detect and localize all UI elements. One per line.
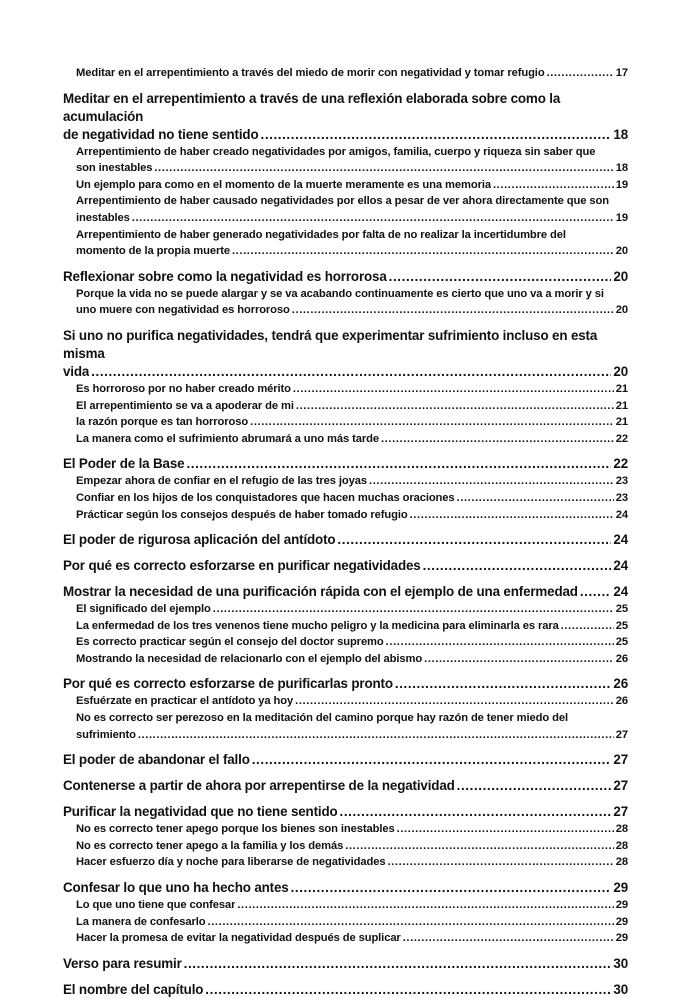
toc-heading-entry[interactable] [63, 777, 628, 795]
toc-entry-text: Confiar en los hijos de los conquistadores que hacen muchas oraciones [76, 491, 455, 504]
page-number: 24 [615, 508, 628, 521]
toc-entry-text-line: Si uno no purifica negatividades, tendrá que experimentar sufrimiento incluso en esta misma [63, 327, 598, 361]
page-number: 29 [615, 899, 628, 912]
toc-entry-row [76, 243, 628, 260]
toc-entry-text-line: Arrepentimiento de haber generado negatividades por falta de no realizar la incertidumbre del [76, 228, 566, 241]
toc-entry-text: momento de la propia muerte [76, 245, 230, 258]
toc-entry-row [76, 693, 628, 710]
toc-subentry[interactable] [76, 414, 628, 431]
dot-leader [580, 583, 612, 601]
toc-entry-row [63, 583, 628, 601]
toc-subentry[interactable] [76, 821, 628, 838]
toc-entry-text: El significado del ejemplo [76, 603, 211, 616]
toc-entry-text: La manera de confesarlo [76, 915, 206, 928]
dot-leader [424, 651, 614, 668]
toc-subentry[interactable] [76, 693, 628, 710]
toc-entry-row [76, 507, 628, 524]
toc-subentry[interactable] [76, 930, 628, 947]
toc-entry-text: Reflexionar sobre como la negatividad es horrorosa [63, 268, 387, 284]
page-number: 25 [615, 619, 628, 632]
toc-entry-row [63, 879, 628, 897]
toc-entry-row [63, 363, 628, 381]
toc-entry-row [63, 557, 628, 575]
toc-entry-text: Por qué es correcto esforzarse de purificarlas pronto [63, 676, 393, 692]
toc-subentry[interactable] [76, 710, 628, 743]
toc-heading-entry[interactable] [63, 751, 628, 769]
dot-leader [154, 160, 613, 177]
toc-entry-row [76, 838, 628, 855]
dot-leader [186, 455, 611, 473]
dot-leader [213, 601, 614, 618]
toc-entry-row [76, 177, 628, 194]
toc-entry-text: El nombre del capítulo [63, 981, 204, 997]
toc-entry-text-line: Arrepentimiento de haber causado negatividades por ellos a pesar de ver ahora directamente que son [76, 195, 609, 208]
page-number: 24 [613, 584, 628, 600]
toc-entry-row [63, 675, 628, 693]
dot-leader [337, 531, 611, 549]
toc-entry-row [76, 473, 628, 490]
toc-subentry[interactable] [76, 193, 628, 226]
dot-leader [291, 879, 612, 897]
dot-leader [386, 634, 614, 651]
page-number: 29 [615, 915, 628, 928]
toc-entry-row [63, 751, 628, 769]
toc-subentry[interactable] [76, 398, 628, 415]
toc-subentry[interactable] [76, 177, 628, 194]
dot-leader [237, 897, 613, 914]
toc-entry-text: El arrepentimiento se va a apoderar de mi [76, 399, 294, 412]
toc-heading-entry[interactable] [63, 675, 628, 693]
toc-entry-row [63, 455, 628, 473]
toc-entry-row [76, 302, 628, 319]
toc-entry-row [76, 490, 628, 507]
page-number: 28 [615, 823, 628, 836]
toc-subentry[interactable] [76, 227, 628, 260]
toc-entry-text: uno muere con negatividad es horroroso [76, 304, 290, 317]
dot-leader [410, 507, 614, 524]
page-number: 27 [613, 778, 628, 794]
dot-leader [457, 777, 612, 795]
page-number: 25 [615, 636, 628, 649]
toc-entry-row [76, 930, 628, 947]
toc-entry-text: Mostrar la necesidad de una purificación rápida con el ejemplo de una enfermedad [63, 584, 578, 600]
dot-leader [252, 751, 612, 769]
page-number: 23 [615, 475, 628, 488]
dot-leader [369, 473, 614, 490]
page-number: 17 [615, 67, 628, 79]
dot-leader [232, 243, 614, 260]
toc-heading-entry[interactable] [63, 803, 628, 821]
toc-entry-text: Lo que uno tiene que confesar [76, 899, 236, 912]
dot-leader [250, 414, 614, 431]
dot-leader [395, 675, 611, 693]
dot-leader [340, 803, 612, 821]
toc-entry-text: Verso para resumir [63, 955, 182, 971]
dot-leader [547, 65, 614, 82]
toc-entry-text: El Poder de la Base [63, 456, 185, 472]
page-number: 26 [615, 652, 628, 665]
toc-entry-row [76, 65, 628, 82]
page-number: 19 [615, 211, 628, 224]
toc-entry-text: Esfuérzate en practicar el antídoto ya hoy [76, 695, 294, 708]
page-number: 27 [613, 752, 628, 768]
page-number: 21 [615, 399, 628, 412]
page-number: 28 [615, 839, 628, 852]
toc-entry-text-line: Meditar en el arrepentimiento a través de una reflexión elaborada sobre como la acumulación [63, 90, 561, 124]
toc-entry-text: Es horroroso por no haber creado mérito [76, 382, 291, 395]
page-number: 19 [615, 178, 628, 191]
toc-entry-text: Un ejemplo para como en el momento de la muerte meramente es una memoria [76, 178, 491, 191]
page-number: 24 [613, 558, 628, 574]
toc-entry-text: Contenerse a partir de ahora por arrepentirse de la negatividad [63, 778, 455, 794]
dot-leader [387, 854, 613, 871]
toc-entry-text: inestables [76, 211, 130, 224]
toc-heading-entry[interactable] [63, 557, 628, 575]
toc-subentry[interactable] [76, 634, 628, 651]
toc-heading-entry[interactable] [63, 455, 628, 473]
table-of-contents [63, 63, 628, 999]
toc-entry-text: Hacer la promesa de evitar la negatividad después de suplicar [76, 932, 401, 945]
toc-heading-entry[interactable] [63, 327, 628, 381]
toc-entry-text: La manera como el sufrimiento abrumará a uno más tarde [76, 432, 379, 445]
toc-subentry[interactable] [76, 431, 628, 448]
dot-leader [208, 914, 614, 931]
toc-entry-text: vida [63, 363, 90, 379]
dot-leader [91, 363, 611, 381]
toc-entry-row [76, 821, 628, 838]
toc-entry-text: Meditar en el arrepentimiento a través del miedo de morir con negatividad y tomar refugio [76, 67, 545, 79]
toc-entry-text: El poder de abandonar el fallo [63, 752, 250, 768]
toc-entry-row [76, 651, 628, 668]
toc-entry-text: Empezar ahora de confiar en el refugio de las tres joyas [76, 475, 367, 488]
page-number: 26 [613, 676, 628, 692]
toc-entry-text: Es correcto practicar según el consejo del doctor supremo [76, 636, 384, 649]
toc-entry-row [76, 618, 628, 635]
toc-entry-text: Por qué es correcto esforzarse en purificar negatividades [63, 558, 421, 574]
page-number: 28 [615, 856, 628, 869]
page-number: 27 [613, 804, 628, 820]
toc-entry-row [63, 803, 628, 821]
page-number: 18 [613, 126, 628, 142]
toc-entry-row [63, 955, 628, 973]
toc-entry-text: Hacer esfuerzo día y noche para liberarse de negatividades [76, 856, 386, 869]
page-number: 29 [615, 932, 628, 945]
page-number: 20 [615, 245, 628, 258]
toc-entry-row [76, 634, 628, 651]
toc-entry-row [76, 897, 628, 914]
dot-leader [184, 955, 612, 973]
toc-entry-text: El poder de rigurosa aplicación del antídoto [63, 532, 336, 548]
toc-heading-entry[interactable] [63, 981, 628, 999]
page-number: 20 [615, 304, 628, 317]
toc-entry-text: de negatividad no tiene sentido [63, 126, 259, 142]
page-number: 30 [613, 955, 628, 971]
page-number: 30 [613, 981, 628, 997]
dot-leader [345, 838, 614, 855]
toc-subentry[interactable] [76, 507, 628, 524]
page-number: 18 [615, 162, 628, 175]
toc-heading-entry[interactable] [63, 583, 628, 601]
toc-entry-row [63, 981, 628, 999]
page-number: 20 [613, 268, 628, 284]
toc-subentry[interactable] [76, 914, 628, 931]
toc-entry-row [76, 431, 628, 448]
toc-entry-text: Confesar lo que uno ha hecho antes [63, 880, 289, 896]
toc-entry-row [76, 914, 628, 931]
toc-entry-text: son inestables [76, 162, 153, 175]
dot-leader [296, 398, 614, 415]
dot-leader [381, 431, 614, 448]
toc-subentry[interactable] [76, 897, 628, 914]
toc-subentry[interactable] [76, 601, 628, 618]
page-number: 21 [615, 416, 628, 429]
dot-leader [138, 727, 614, 744]
toc-entry-text: No es correcto tener apego porque los bienes son inestables [76, 823, 395, 836]
toc-entry-text: la razón porque es tan horroroso [76, 416, 249, 429]
dot-leader [132, 210, 614, 227]
page-number: 26 [615, 695, 628, 708]
page-number: 24 [613, 532, 628, 548]
toc-entry-row [63, 268, 628, 286]
toc-heading-entry[interactable] [63, 531, 628, 549]
dot-leader [205, 981, 611, 999]
dot-leader [397, 821, 614, 838]
toc-subentry[interactable] [76, 490, 628, 507]
toc-entry-text: No es correcto tener apego a la familia y los demás [76, 839, 344, 852]
toc-heading-entry[interactable] [63, 879, 628, 897]
toc-entry-row [76, 727, 628, 744]
toc-entry-text: Prácticar según los consejos después de haber tomado refugio [76, 508, 408, 521]
toc-entry-row [63, 531, 628, 549]
page-number: 23 [615, 491, 628, 504]
dot-leader [403, 930, 614, 947]
toc-entry-row [76, 854, 628, 871]
page-number: 22 [613, 456, 628, 472]
toc-entry-text-line: No es correcto ser perezoso en la meditación del camino porque hay razón de tener miedo del [76, 712, 568, 725]
dot-leader [561, 618, 614, 635]
toc-subentry[interactable] [76, 65, 628, 82]
page-number: 20 [613, 363, 628, 379]
toc-entry-text-line: Arrepentimiento de haber creado negatividades por amigos, familia, cuerpo y riqueza sin saber que [76, 145, 596, 158]
page-number: 21 [615, 382, 628, 395]
dot-leader [493, 177, 614, 194]
toc-entry-row [63, 777, 628, 795]
dot-leader [295, 693, 614, 710]
toc-subentry[interactable] [76, 854, 628, 871]
page-number: 25 [615, 603, 628, 616]
toc-subentry[interactable] [76, 144, 628, 177]
toc-entry-text: Mostrando la necesidad de relacionarlo con el ejemplo del abismo [76, 652, 423, 665]
toc-entry-text: sufrimiento [76, 728, 136, 741]
toc-subentry[interactable] [76, 473, 628, 490]
toc-heading-entry[interactable] [63, 90, 628, 144]
toc-subentry[interactable] [76, 651, 628, 668]
toc-entry-row [76, 160, 628, 177]
toc-entry-row [76, 601, 628, 618]
toc-entry-row [76, 210, 628, 227]
toc-subentry[interactable] [76, 838, 628, 855]
dot-leader [293, 381, 614, 398]
toc-subentry[interactable] [76, 286, 628, 319]
dot-leader [292, 302, 614, 319]
toc-heading-entry[interactable] [63, 268, 628, 286]
dot-leader [457, 490, 614, 507]
toc-heading-entry[interactable] [63, 955, 628, 973]
toc-entry-row [63, 126, 628, 144]
dot-leader [261, 126, 612, 144]
toc-entry-text: La enfermedad de los tres venenos tiene mucho peligro y la medicina para eliminarla es rara [76, 619, 559, 632]
page-number: 27 [615, 728, 628, 741]
toc-entry-text-line: Porque la vida no se puede alargar y se va acabando continuamente es cierto que uno va a morir y si [76, 287, 604, 300]
toc-entry-text: Purificar la negatividad que no tiene sentido [63, 804, 338, 820]
toc-subentry[interactable] [76, 381, 628, 398]
toc-entry-row [76, 381, 628, 398]
toc-entry-row [76, 398, 628, 415]
toc-entry-row [76, 414, 628, 431]
page-number: 22 [615, 432, 628, 445]
dot-leader [389, 268, 612, 286]
page-number: 29 [613, 880, 628, 896]
toc-subentry[interactable] [76, 618, 628, 635]
dot-leader [423, 557, 612, 575]
